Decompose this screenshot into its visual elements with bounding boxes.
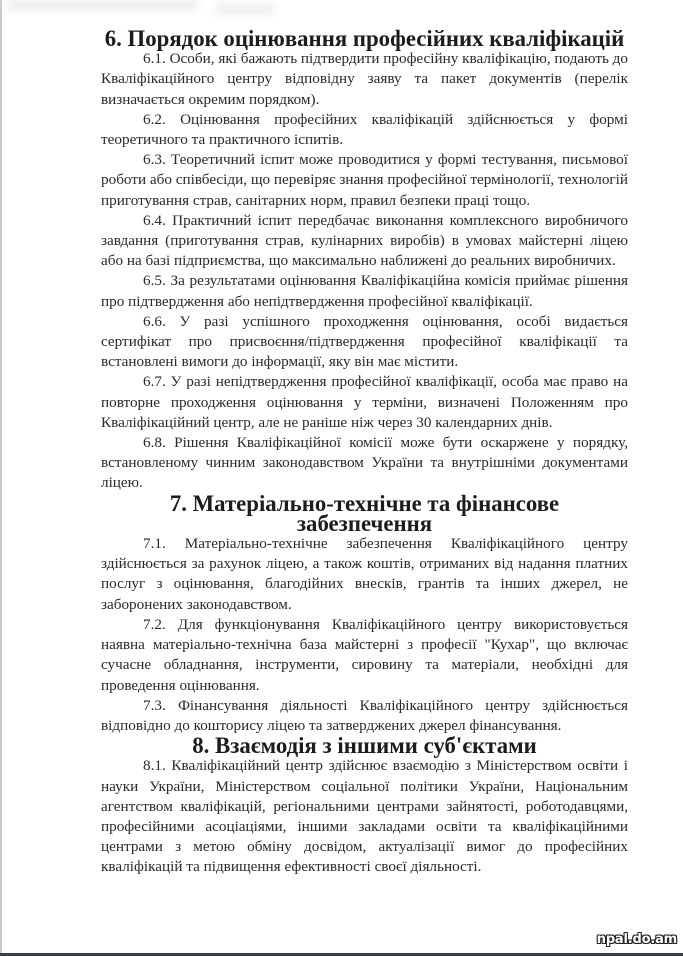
document-page bbox=[101, 26, 628, 878]
page-left-edge bbox=[0, 0, 2, 956]
paragraph-6-6: 6.6. У разі успішного проходження оцінювання, особі видається сертифікат про присвоєння/підтвердження професійної кваліфікації та встановлені вимоги до інформації, яку він має містити. bbox=[101, 312, 628, 371]
paragraph-6-3: 6.3. Теоретичний іспит може проводитися у формі тестування, письмової роботи або співбесіди, що перевіряє знання професійної термінології, технологій приготування страв, санітарних норм, правил безпеки праці тощо. bbox=[101, 151, 628, 209]
paragraph-6-8: 6.8. Рішення Кваліфікаційної комісії може бути оскаржене у порядку, встановленому чинним законодавством України та внутрішніми документами ліцею. bbox=[101, 434, 628, 492]
blurred-header-fragment bbox=[215, 2, 275, 16]
paragraph-6-4: 6.4. Практичний іспит передбачає виконання комплексного виробничого завдання (приготування страв, кулінарних виробів) в умовах майстерні ліцею або на базі підприємства, що максимально наближені до реальних виробничих. bbox=[101, 211, 628, 270]
section-6-heading: 6. Порядок оцінювання професійних кваліфікацій bbox=[104, 26, 625, 51]
paragraph-7-2: 7.2. Для функціонування Кваліфікаційного центру використовується наявна матеріально-технічна база майстерні з професії "Кухар", що включає сучасне обладнання, інструменти, сировину та матеріали, необхідні для проведення оцінювання. bbox=[101, 615, 628, 694]
paragraph-6-2: 6.2. Оцінювання професійних кваліфікацій здійснюється у формі теоретичного та практичного іспитів. bbox=[101, 110, 628, 149]
paragraph-6-7: 6.7. У разі непідтвердження професійної кваліфікації, особа має право на повторне проходження оцінювання у терміни, визначені Положенням про Кваліфікаційний центр, але не раніше ніж через 30 календарних днів. bbox=[101, 373, 628, 431]
paragraph-7-3: 7.3. Фінансування діяльності Кваліфікаційного центру здійснюється відповідно до кошторису ліцею та затверджених джерел фінансування. bbox=[101, 696, 628, 734]
section-8-heading: 8. Взаємодія з іншими суб'єктами bbox=[192, 733, 537, 759]
paragraph-8-1: 8.1. Кваліфікаційний центр здійснює взаємодію з Міністерством освіти і науки України, Міністерством соціальної політики України, Національним агентством кваліфікацій, регіональними центрами зайнятості, роботодавцями, професійними асоціаціями, іншими закладами освіти та кваліфікаційними центрами з метою обміну досвідом, актуалізації вимог до професійних кваліфікацій та підвищення ефективності своєї діяльності. bbox=[101, 757, 628, 876]
section-7-heading: 7. Матеріально-технічне та фінансове забезпечення bbox=[169, 490, 560, 536]
blurred-header bbox=[8, 0, 198, 10]
paragraph-6-1: 6.1. Особи, які бажають підтвердити професійну кваліфікацію, подають до Кваліфікаційного центру відповідну заяву та пакет документів (перелік визначається окремим порядком). bbox=[101, 50, 628, 108]
paragraph-6-5: 6.5. За результатами оцінювання Кваліфікаційна комісія приймає рішення про підтвердження або непідтвердження професійної кваліфікації. bbox=[101, 272, 628, 310]
watermark: npal.do.am bbox=[596, 932, 677, 947]
paragraph-7-1: 7.1. Матеріально-технічне забезпечення Кваліфікаційного центру здійснюється за рахунок ліцею, а також коштів, отриманих від надання платних послуг з оцінювання, благодійних внесків, грантів та інших джерел, не заборонених законодавством. bbox=[101, 535, 628, 613]
